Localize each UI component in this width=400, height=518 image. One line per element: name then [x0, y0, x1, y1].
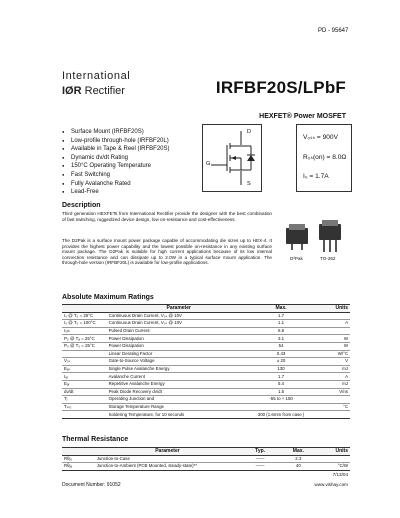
table-cell: A — [311, 373, 350, 381]
table-row — [62, 455, 350, 463]
table-cell: Tⱼ — [62, 396, 107, 404]
table-cell: 1.7 — [251, 373, 312, 381]
table-cell: —— — [240, 463, 280, 471]
table-cell: W — [311, 342, 350, 350]
table-cell: Tₛₜₒ — [62, 403, 107, 411]
table-cell: Eₐᵣ — [62, 380, 107, 388]
feature-list — [62, 128, 170, 197]
col-max: Max. — [280, 448, 317, 456]
table-cell: V/ns — [311, 388, 350, 396]
table-cell: 300 (1.6mm from case ) — [251, 411, 312, 419]
table-cell: P₀ @ T₀ = 25°C — [62, 342, 107, 350]
table-cell: —— — [240, 455, 280, 463]
document-number: Document Number: 91052 — [62, 482, 121, 488]
description-paragraph: Third generation HEXFETs from International Rectifier provide the designer with the best combination of fast switching, ruggedized device design, low on-resistance and cost-effectiveness. — [62, 211, 272, 222]
table-cell: P₀ @ Tₐ = 25°C — [62, 335, 107, 343]
table-cell: 3.1 — [251, 335, 312, 343]
table-cell — [251, 403, 312, 411]
table-header-row — [62, 448, 350, 456]
table-row — [62, 312, 350, 320]
d2pak-package-image — [282, 220, 314, 252]
table-cell: 1.5 — [251, 388, 312, 396]
pin-label-gate: G — [206, 161, 211, 167]
col-units: Units — [317, 448, 350, 456]
table-cell: 0.43 — [251, 350, 312, 358]
pd-number: PD - 95647 — [318, 28, 349, 34]
table-cell: -55 to + 150 — [251, 396, 312, 404]
spec-id: I₀ = 1.7A — [303, 173, 329, 180]
feature-item: ● Low-profile through-hole (IRFBF20L) — [62, 137, 170, 146]
col-symbol — [62, 305, 107, 313]
col-parameter: Parameter — [95, 448, 240, 456]
table-cell: Power Dissipation — [107, 335, 251, 343]
col-units: Units — [311, 305, 350, 313]
table-header-row — [62, 305, 350, 313]
amr-title: Absolute Maximum Ratings — [62, 294, 154, 301]
feature-item: ● Surface Mount (IRFBF20S) — [62, 128, 170, 137]
key-specs-box — [296, 124, 352, 192]
table-cell: I₀ₘ — [62, 327, 107, 335]
table-cell: 54 — [251, 342, 312, 350]
table-cell — [311, 312, 350, 320]
table-cell: ± 20 — [251, 358, 312, 366]
table-cell — [317, 455, 350, 463]
part-number: IRFBF20S/LPbF — [215, 78, 346, 97]
table-row — [62, 327, 350, 335]
feature-item: ● Lead-Free — [62, 188, 170, 197]
table-cell: Junction-to-Case — [95, 455, 240, 463]
table-cell: Iₐᵣ — [62, 373, 107, 381]
table-cell: W — [311, 335, 350, 343]
col-max: Max. — [251, 305, 312, 313]
table-row — [62, 388, 350, 396]
table-row — [62, 463, 350, 471]
table-row — [62, 342, 350, 350]
table-cell: Rθⱼₐ — [62, 463, 95, 471]
table-cell: A — [311, 320, 350, 328]
package-label-to262: TO-262 — [320, 256, 336, 261]
logo-mark: IØR — [62, 85, 82, 97]
mosfet-symbol-box — [202, 124, 262, 192]
col-parameter: Parameter — [107, 305, 251, 313]
table-row — [62, 373, 350, 381]
package-label-d2pak: D²Pak — [290, 256, 303, 261]
table-row — [62, 335, 350, 343]
feature-item: ● 150°C Operating Temperature — [62, 162, 170, 171]
table-cell: Continuous Drain Current, V₀ₛ @ 10V — [107, 312, 251, 320]
company-logo — [62, 85, 125, 97]
table-cell: 6.8 — [251, 327, 312, 335]
table-cell — [311, 327, 350, 335]
company-name: International — [62, 70, 131, 82]
table-row — [62, 396, 350, 404]
table-row — [62, 411, 350, 419]
feature-item: ● Fully Avalanche Rated — [62, 180, 170, 189]
table-cell: Rθⱼ₀ — [62, 455, 95, 463]
feature-item: ● Dynamic dv/dt Rating — [62, 154, 170, 163]
table-cell: 5.4 — [251, 380, 312, 388]
table-row — [62, 380, 350, 388]
table-cell — [62, 411, 107, 419]
table-row — [62, 358, 350, 366]
table-cell: Avalanche Current — [107, 373, 251, 381]
absolute-max-ratings-table — [62, 304, 350, 419]
thermal-resistance-table — [62, 447, 350, 471]
table-cell: mJ — [311, 380, 350, 388]
table-cell: mJ — [311, 365, 350, 373]
website-link[interactable]: www.vishay.com — [314, 482, 348, 487]
table-cell: Eₐₛ — [62, 365, 107, 373]
to262-package-image — [314, 218, 348, 254]
table-cell — [311, 396, 350, 404]
table-cell: 40 — [280, 463, 317, 471]
table-cell: V₀ₛ — [62, 358, 107, 366]
feature-item: ● Available in Tape & Reel (IRFBF20S) — [62, 145, 170, 154]
thermal-title: Thermal Resistance — [62, 436, 129, 443]
logo-rectifier: Rectifier — [84, 85, 125, 97]
table-cell: °C/W — [317, 463, 350, 471]
device-type: HEXFET® Power MOSFET — [259, 113, 346, 120]
pin-label-drain: D — [247, 129, 252, 135]
table-cell: Storage Temperature Range — [107, 403, 251, 411]
description-title: Description — [62, 202, 101, 209]
table-cell: dv/dt — [62, 388, 107, 396]
table-cell: 2.3 — [280, 455, 317, 463]
table-cell: 130 — [251, 365, 312, 373]
mosfet-symbol-icon — [203, 125, 261, 191]
table-cell: I₀ @ T₀ = 100°C — [62, 320, 107, 328]
table-cell: Pulsed Drain Current — [107, 327, 251, 335]
table-cell: V — [311, 358, 350, 366]
col-symbol — [62, 448, 95, 456]
description-paragraph: The D2Pak is a surface mount power package capable of accommodating die sizes up to HEX-4. It provides the highest power capability and the lowest possible on-resistance in any existing surface mount package. The D2Pak is suitable for high current applications because of its low internal connection resistance and can dissipate up to 2.0W in a typical surface mount application. The through-hole version (IRFBF20L) is available for low-profile applications. — [62, 238, 272, 266]
table-cell: Gate-to-Source Voltage — [107, 358, 251, 366]
table-cell: Continuous Drain Current, V₀ₛ @ 10V — [107, 320, 251, 328]
col-typ: Typ. — [240, 448, 280, 456]
revision-date: 7/13/04 — [332, 472, 348, 477]
table-cell: Peak Diode Recovery dv/dt — [107, 388, 251, 396]
spec-vdss: V₀ₛₛ = 900V — [303, 134, 338, 141]
table-row — [62, 365, 350, 373]
table-row — [62, 403, 350, 411]
table-cell: Repetitive Avalanche Energy — [107, 380, 251, 388]
table-cell: Power Dissipation — [107, 342, 251, 350]
feature-item: ● Fast Switching — [62, 171, 170, 180]
table-cell: Operating Junction and — [107, 396, 251, 404]
table-cell: 1.1 — [251, 320, 312, 328]
table-cell: 1.7 — [251, 312, 312, 320]
table-cell: Linear Derating Factor — [107, 350, 251, 358]
table-row — [62, 350, 350, 358]
pin-label-source: S — [247, 181, 251, 187]
table-cell: °C — [311, 403, 350, 411]
table-cell: W/°C — [311, 350, 350, 358]
spec-rdson: R₀ₛ(on) = 8.0Ω — [303, 154, 347, 161]
table-cell — [62, 350, 107, 358]
table-cell: Soldering Temperature, for 10 seconds — [107, 411, 251, 419]
table-cell: Single Pulse Avalanche Energy — [107, 365, 251, 373]
table-row — [62, 320, 350, 328]
table-cell: I₀ @ T₀ = 25°C — [62, 312, 107, 320]
table-cell — [311, 411, 350, 419]
table-cell: Junction-to-Ambient (PCB Mounted, steady-state)** — [95, 463, 240, 471]
